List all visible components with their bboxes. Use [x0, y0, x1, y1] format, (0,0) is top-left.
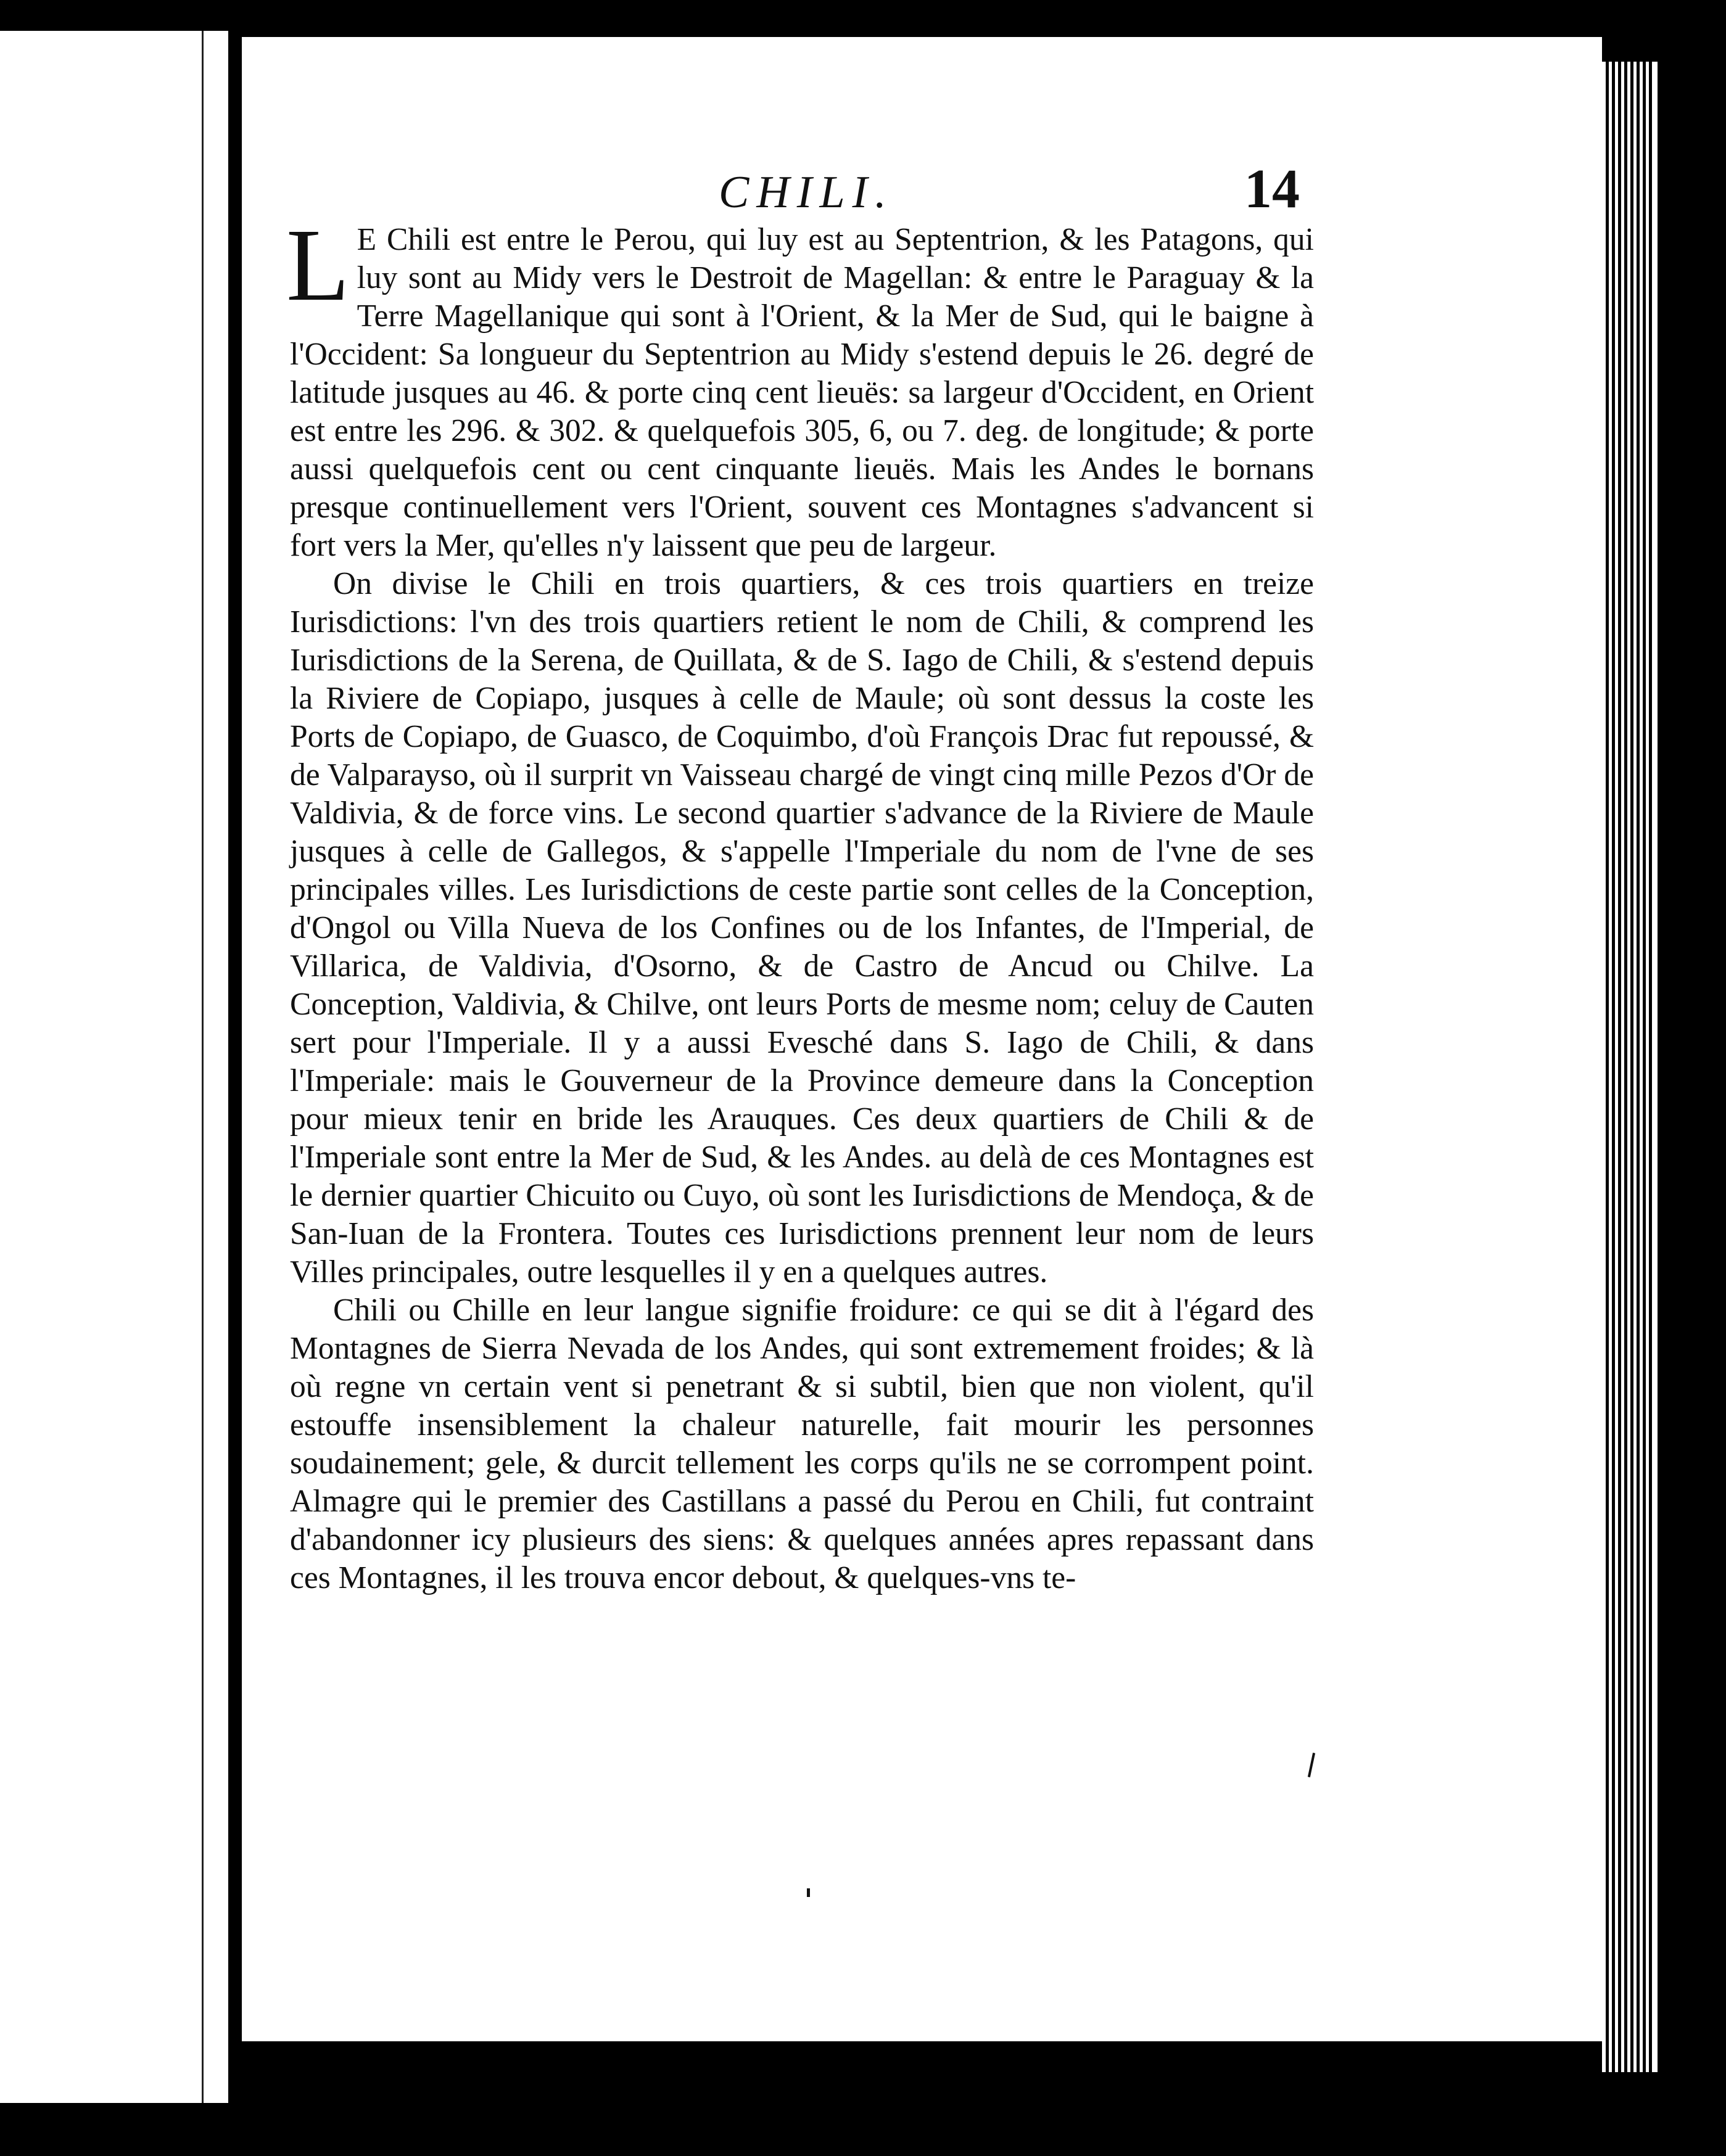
leaf-line	[1618, 62, 1621, 2072]
signature-mark	[807, 1888, 810, 1897]
previous-page-edge	[0, 31, 232, 2103]
leaf-line	[1649, 62, 1652, 2072]
binding-gutter	[228, 31, 242, 2103]
drop-cap: L	[286, 208, 350, 323]
leaf-line	[1624, 62, 1627, 2072]
page-header	[242, 142, 1602, 222]
paragraph-3: Chili ou Chille en leur langue signifie froidure: ce qui se dit à l'égard des Montagnes de Sierra Nevada de los Andes, qui sont extremement froides; & là où regne vn certain vent si penetrant & si subtil, bien que non violent, qu'il estouffe insensiblement la chaleur naturelle, fait mourir les personnes soudainement; gele, & durcit tellement les corps qu'ils ne se corrompent point. Almagre qui le premier des Castillans a passé du Perou en Chili, fut contraint d'abandonner icy plusieurs des siens: & quelques années apres repassant dans ces Montagnes, il les trouva encor debout, & quelques-vns te-	[290, 1293, 1314, 1595]
page-number: 14	[1244, 158, 1300, 220]
leaf-line	[1643, 62, 1646, 2072]
paragraph-1-text: E Chili est entre le Perou, qui luy est au Septentrion, & les Patagons, qui luy sont au Midy vers le Destroit de Magellan: & entre le Paraguay & la Terre Magellanique qui sont à l'Orient, & la Mer de Sud, qui le baigne à l'Occident: Sa longueur du Septentrion au Midy s'estend depuis le 26. degré de latitude jusques au 46. & porte cinq cent lieuës: sa largeur d'Occident, en Orient est entre les 296. & 302. & quelquefois 305, 6, ou 7. deg. de longitude; & porte aussi quelquefois cent ou cent cinquante lieuës. Mais les Andes le bornans presque continuellement vers l'Orient, souvent ces Montagnes s'advancent si fort vers la Mer, qu'elles n'y laissent que peu de largeur.	[290, 222, 1314, 563]
page-leaves-edge	[1602, 62, 1658, 2072]
book-page	[242, 37, 1602, 2041]
body-text	[286, 208, 1314, 1597]
running-head: CHILI.	[719, 167, 894, 218]
paragraph-1	[286, 208, 1314, 565]
paragraph-2: On divise le Chili en trois quartiers, & ces trois quartiers en treize Iurisdictions: l'vn des trois quartiers retient le nom de Chili, & comprend les Iurisdictions de la Serena, de Quillata, & de S. Iago de Chili, & s'estend depuis la Riviere de Copiapo, jusques à celle de Maule; où sont dessus la coste les Ports de Copiapo, de Guasco, de Coquimbo, d'où François Drac fut repoussé, & de Valparayso, où il surprit vn Vaisseau chargé de vingt cinq mille Pezos d'Or de Valdivia, & de force vins. Le second quartier s'advance de la Riviere de Maule jusques à celle de Gallegos, & s'appelle l'Imperiale du nom de l'vne de ses principales villes. Les Iurisdictions de ceste partie sont celles de la Conception, d'Ongol ou Villa Nueva de los Confines ou de los Infantes, de l'Imperial, de Villarica, de Valdivia, d'Osorno, & de Castro de Ancud ou Chilve. La Conception, Valdivia, & Chilve, ont leurs Ports de mesme nom; celuy de Cauten sert pour l'Imperiale. Il y a aussi Evesché dans S. Iago de Chili, & dans l'Imperiale: mais le Gouverneur de la Province demeure dans la Conception pour mieux tenir en bride les Arauques. Ces deux quartiers de Chili & de l'Imperiale sont entre la Mer de Sud, & les Andes. au delà de ces Montagnes est le dernier quartier Chicuito ou Cuyo, où sont les Iurisdictions de Mendoça, & de San-Iuan de la Frontera. Toutes ces Iurisdictions prennent leur nom de leurs Villes principales, outre lesquelles il y en a quelques autres.	[290, 566, 1314, 1290]
leaf-line	[1612, 62, 1615, 2072]
leaf-line	[1606, 62, 1609, 2072]
leaf-line	[1637, 62, 1640, 2072]
margin-mark	[1308, 1753, 1315, 1777]
leaf-line	[1630, 62, 1633, 2072]
page-fold-line	[202, 31, 204, 2103]
